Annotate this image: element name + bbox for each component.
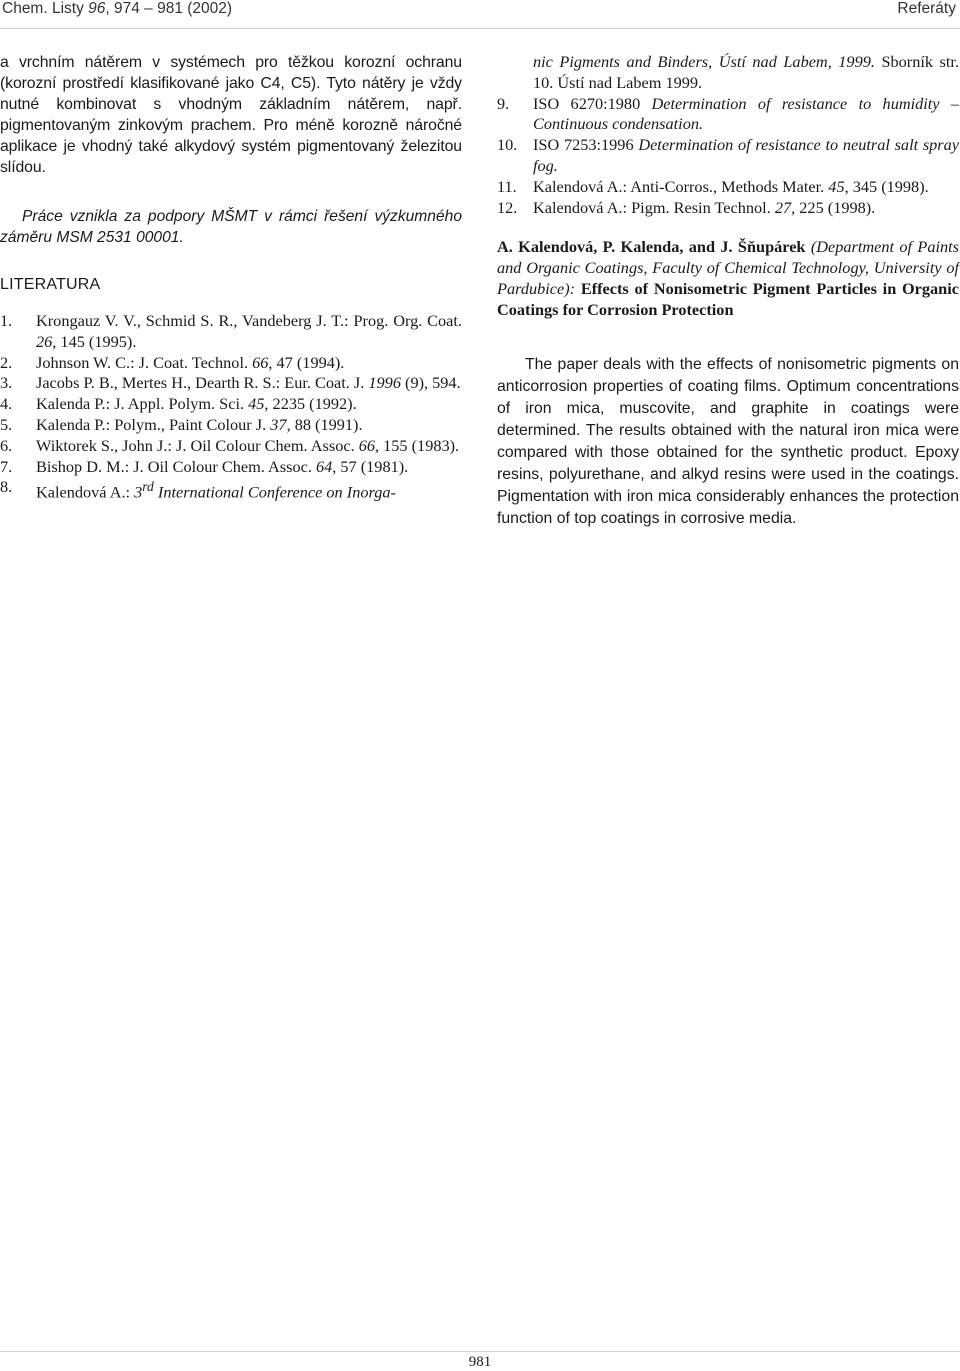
right-column — [497, 40, 959, 530]
reference-item: 5. Kalenda P.: Polym., Paint Colour J. 37, 88 (1991). — [0, 414, 363, 434]
left-column — [0, 40, 462, 504]
reference-item: 9. ISO 6270:1980 Determination of resistance to humidity – Continuous condensation. — [497, 93, 959, 134]
reference-item: 2. Johnson W. C.: J. Coat. Technol. 66, 47 (1994). — [0, 352, 345, 372]
running-header — [0, 0, 960, 29]
page-number: 981 — [0, 1351, 960, 1371]
summary-affiliation: (Department of Paints and Organic Coatings, Faculty of Chemical Technology, University of Pardubice): — [497, 237, 959, 299]
reference-list — [0, 311, 462, 504]
acknowledgement: Práce vznikla za podpory MŠMT v rámci řešení výzkumného záměru MSM 2531 00001. — [0, 208, 462, 246]
literature-heading: LITERATURA — [0, 276, 101, 293]
reference-item-continued: nic Pigments and Binders, Ústí nad Labem, 1999. Sborník str. 10. Ústí nad Labem 1999. — [533, 52, 960, 92]
reference-item: 6. Wiktorek S., John J.: J. Oil Colour Chem. Assoc. 66, 155 (1983). — [0, 435, 460, 455]
abstract: The paper deals with the effects of nonisometric pigments on anticorrosion properties of coating films. Optimum concentrations of iron mica, muscovite, and graphite in coatings were determined. The results obtained with the natural iron mica were compared with those obtained for the synthetic product. Epoxy resins, polyurethane, and alkyd resins were used in the coatings. Pigmentation with iron mica considerably enhances the protection function of top coatings in corrosive media. — [497, 356, 959, 528]
reference-item: 7. Bishop D. M.: J. Oil Colour Chem. Assoc. 64, 57 (1981). — [0, 456, 409, 476]
english-summary-heading — [497, 236, 959, 320]
journal-citation: Chem. Listy 96, 974 – 981 (2002) — [2, 0, 233, 17]
reference-item: 8. Kalendová A.: 3rd International Conference on Inorga- — [0, 477, 396, 502]
summary-title: Effects of Nonisometric Pigment Particles in Organic Coatings for Corrosion Protection — [497, 279, 959, 320]
summary-authors: A. Kalendová, P. Kalenda, and J. Šňupárek — [497, 237, 806, 257]
reference-list-continued — [497, 52, 959, 218]
reference-item: 12. Kalendová A.: Pigm. Resin Technol. 27, 225 (1998). — [497, 197, 876, 217]
journal-volume: 96 — [88, 0, 106, 17]
reference-item: 10. ISO 7253:1996 Determination of resistance to neutral salt spray fog. — [497, 135, 960, 175]
section-label: Referáty — [897, 0, 956, 17]
reference-item: 4. Kalenda P.: J. Appl. Polym. Sci. 45, 2235 (1992). — [0, 394, 357, 414]
reference-item: 11. Kalendová A.: Anti-Corros., Methods Mater. 45, 345 (1998). — [497, 176, 929, 196]
reference-item: 1. Krongauz V. V., Schmid S. R., Vandeberg J. T.: Prog. Org. Coat. 26, 145 (1995). — [0, 311, 462, 351]
lead-paragraph: a vrchním nátěrem v systémech pro těžkou korozní ochranu (korozní prostředí klasifikované jako C4, C5). Tyto nátěry je vždy nutné kombinovat s vhodným základním nátěrem, např. pigmentovaným zinkovým prachem. Pro méně korozně náročné aplikace je vhodný také alkydový systém pigmentovaný železitou slídou. — [0, 54, 462, 176]
reference-item: 3. Jacobs P. B., Mertes H., Dearth R. S.: Eur. Coat. J. 1996 (9), 594. — [0, 373, 461, 393]
